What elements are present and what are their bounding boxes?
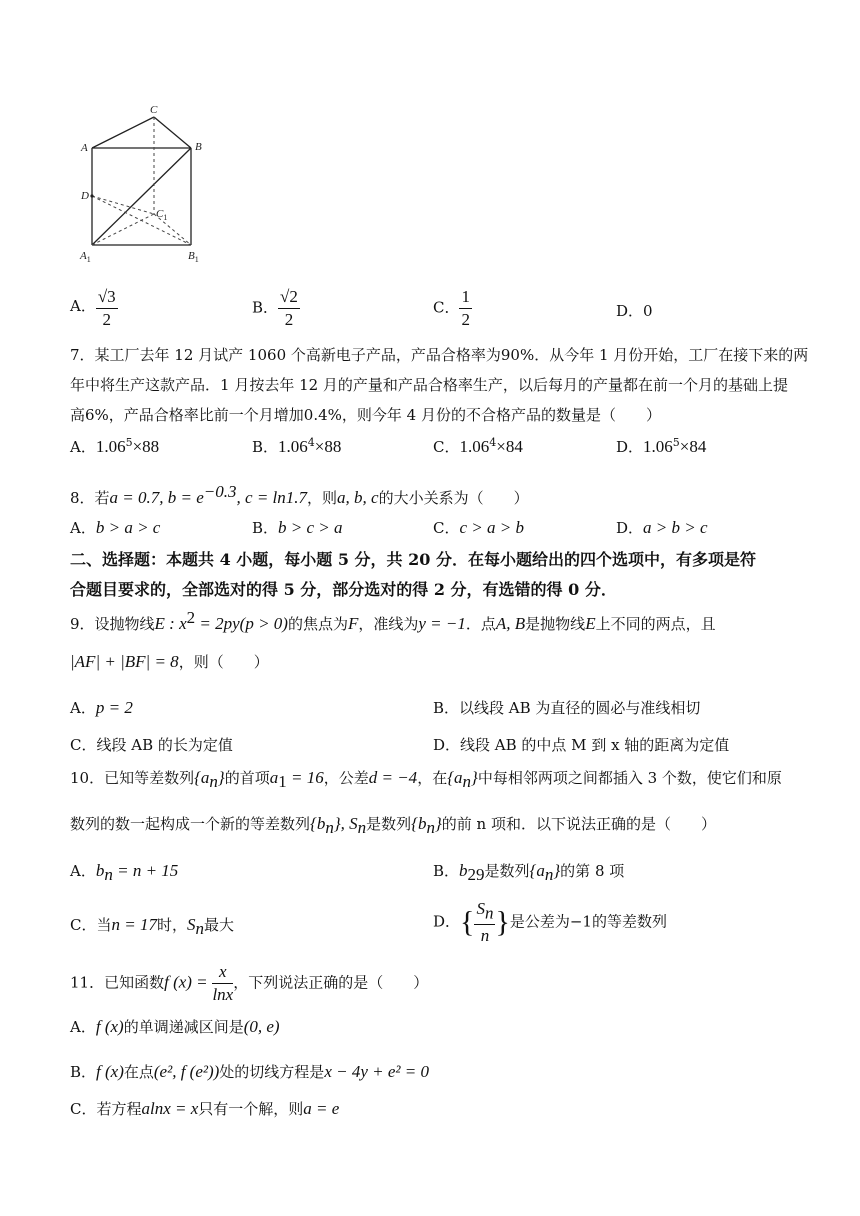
q6-option-a[interactable]: A． $\frac{√3}{2}$ <box>70 287 116 329</box>
prism-figure <box>70 100 230 265</box>
label-B1: $B_1$ <box>188 250 199 264</box>
q11-option-b[interactable]: B．f (x)在点(e², f (e²))处的切线方程是x − 4y + e² = 0 <box>70 1062 429 1081</box>
q8-option-d[interactable]: D．a > b > c <box>616 518 708 537</box>
q9-option-d[interactable]: D．线段 AB 的中点 M 到 x 轴的距离为定值 <box>433 736 730 754</box>
section2-heading-line1: 二、选择题：本题共 4 小题，每小题 5 分，共 20 分．在每小题给出的四个选项中，有多项是符 <box>70 550 756 569</box>
q7-line3: 高6%，产品合格率比前一个月增加0.4%，则今年 4 月份的不合格产品的数量是（ ） <box>70 406 661 424</box>
label-B: B <box>195 141 202 153</box>
q7-option-d[interactable]: D．$1.06^5\times 84$ <box>616 436 707 456</box>
q10-option-a[interactable]: A．$b_n = n + 15$ <box>70 861 179 884</box>
q8-option-a[interactable]: A．b > a > c <box>70 518 161 537</box>
label-C1: $C_1$ <box>156 208 168 222</box>
label-A1: $A_1$ <box>80 250 91 264</box>
q10-stem-line2: 数列的数一起构成一个新的等差数列$\{b_n\}$, $S_n$是数列$\{b_n\}$的前 n 项和．以下说法正确的是（ ） <box>70 814 716 837</box>
q11-stem: 11．已知函数f (x) = $\frac{x}{\ln x}$ ，下列说法正确的是（ ） <box>70 962 429 1004</box>
q6-option-b[interactable]: B． $\frac{√2}{2}$ <box>252 287 298 329</box>
q8-option-b[interactable]: B．b > c > a <box>252 518 343 537</box>
q9-stem-line1: 9．设抛物线E : $x^2 = 2py(p > 0)$的焦点为F，准线为y = −1．点A, B是抛物线E上不同的两点，且 <box>70 608 716 633</box>
q6-option-d[interactable]: D．0 <box>616 302 653 320</box>
q6-option-c[interactable]: C． $\frac{1}{2}$ <box>433 287 470 329</box>
q9-stem-line2: |AF| + |BF| = 8，则（ ） <box>70 652 269 671</box>
q9-option-c[interactable]: C．线段 AB 的长为定值 <box>70 736 233 754</box>
label-C: C <box>150 104 158 116</box>
section2-heading-line2: 合题目要求的，全部选对的得 5 分，部分选对的得 2 分，有选错的得 0 分． <box>70 580 617 599</box>
q7-option-b[interactable]: B．$1.06^4\times 88$ <box>252 436 342 456</box>
q9-option-a[interactable]: A．p = 2 <box>70 698 133 717</box>
q11-option-a[interactable]: A．f (x)的单调递减区间是(0, e) <box>70 1017 280 1036</box>
q8-option-c[interactable]: C．c > a > b <box>433 518 524 537</box>
q7-option-c[interactable]: C．$1.06^4\times 84$ <box>433 436 523 456</box>
label-D: D <box>81 190 89 202</box>
q10-option-d[interactable]: D．{ $\frac{S_n}{n}$ }是公差为−1的等差数列 <box>433 899 667 946</box>
label-A: A <box>81 142 88 154</box>
q7-line1: 7．某工厂去年 12 月试产 1060 个高新电子产品，产品合格率为90%．从今年 1 月份开始，工厂在接下来的两 <box>70 346 809 364</box>
q10-stem-line1: 10．已知等差数列$\{a_n\}$的首项$a_1 = 16$，公差d = −4，在$\{a_n\}$中每相邻两项之间都插入 3 个数，使它们和原 <box>70 768 782 791</box>
q10-option-b[interactable]: B．$b_{29}$是数列$\{a_n\}$的第 8 项 <box>433 861 625 884</box>
q7-line2: 年中将生产这款产品．1 月按去年 12 月的产量和产品合格率生产，以后每月的产量都在前一个月的基础上提 <box>70 376 788 394</box>
q10-option-c[interactable]: C．当n = 17时，$S_n$最大 <box>70 915 234 938</box>
q7-option-a[interactable]: A．$1.06^5\times 88$ <box>70 436 160 456</box>
q9-option-b[interactable]: B．以线段 AB 为直径的圆必与准线相切 <box>433 699 701 717</box>
q11-option-c[interactable]: C．若方程alnx = x只有一个解，则a = e <box>70 1099 340 1118</box>
q8-stem: 8．若a = 0.7, $b = e^{-0.3}$, c = ln1.7，则a, b, c的大小关系为（ ） <box>70 482 529 507</box>
